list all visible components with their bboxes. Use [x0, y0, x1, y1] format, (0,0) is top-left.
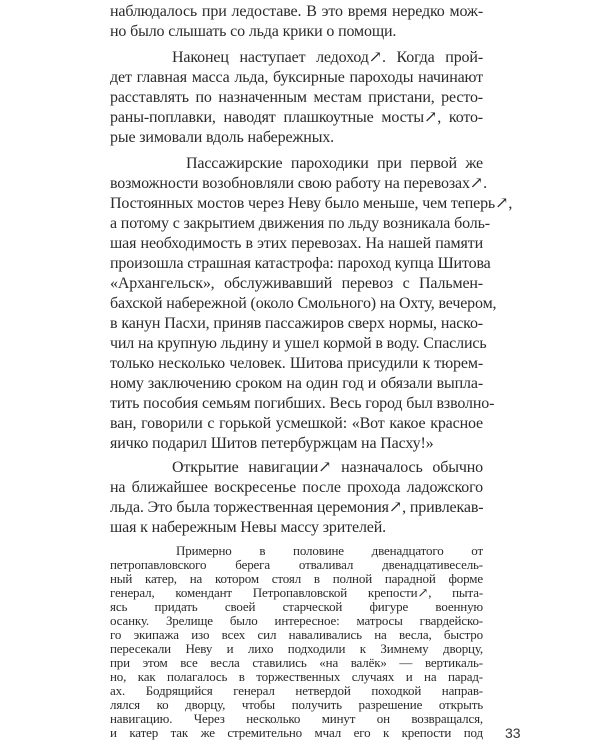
text-line: а потому с закрытием движения по льду возникала боль- — [110, 215, 490, 232]
text-line: шая необходимость в этих перевозах. На нашей памяти — [110, 235, 483, 252]
text-line: произошла страшная катастрофа: пароход купца Шитова — [110, 255, 491, 272]
text-line: ный катер, на котором стоял в полной парадной форме — [110, 571, 483, 586]
text-line: льда. Это была торжественная церемония↗, привлекав- — [110, 499, 484, 516]
text-line: рые зимовали вдоль набережных. — [110, 129, 335, 146]
text-line: лялся ко дворцу, чтобы получить разрешение открыть — [110, 697, 483, 712]
text-line: «Архангельск», обслуживавший перевоз с Пальмен- — [110, 275, 483, 292]
text-line: пересекали Неву и лихо подходили к Зимнему дворцу, — [110, 641, 483, 656]
text-line: наблюдалось при ледоставе. В это время нередко мож- — [110, 3, 483, 20]
text-line: только несколько человек. Шитова присудили к тюрем- — [110, 355, 483, 372]
text-line: в канун Пасхи, приняв пассажиров сверх нормы, наско- — [110, 315, 483, 332]
text-line: ясь придать своей старческой фигуре военную — [110, 599, 483, 614]
text-line: но было слышать со льда крики о помощи. — [110, 23, 397, 40]
text-line: возможности возобновляли свою работу на перевозах↗. — [110, 175, 487, 192]
text-line: на ближайшее воскресенье после прохода ладожского — [110, 479, 483, 496]
text-line: Примерно в половине двенадцатого от — [176, 543, 483, 558]
text-line: при этом все весла ставились «на валёк» — вертикаль- — [110, 655, 483, 670]
text-line: го экипажа изо всех сил наваливались на весла, быстро — [110, 627, 483, 642]
text-line: чил на крупную льдину и ушел кормой в воду. Спаслись — [110, 335, 487, 352]
text-line: ах. Бодрящийся генерал нетвердой походкой направ- — [110, 683, 483, 698]
text-line: раны-поплавки, наводят плашкоутные мосты↗, кото- — [110, 109, 483, 126]
text-line: шая к набережным Невы массу зрителей. — [110, 519, 386, 536]
text-line: дет главная масса льда, буксирные пароходы начинают — [110, 69, 483, 86]
text-line: Открытие навигации↗ назначалось обычно — [172, 459, 483, 476]
text-line: яичко подарил Шитов петербуржцам на Пасху!» — [110, 435, 434, 452]
text-line: ван, говорили с горькой усмешкой: «Вот какое красное — [110, 415, 483, 432]
text-line: тить пособия семьям погибших. Весь город был взволно- — [110, 395, 495, 412]
text-line: расставлять по назначенным местам пристани, ресто- — [110, 89, 483, 106]
text-line: и катер так же стремительно мчал его к крепости под — [110, 725, 483, 740]
text-line: бахской набережной (около Смольного) на Охту, вечером, — [110, 295, 497, 312]
text-line: осанку. Зрелище было интересное: матросы гвардейско- — [110, 613, 483, 628]
text-line: генерал, комендант Петропавловской крепости↗, пыта- — [110, 585, 483, 600]
text-line: Пассажирские пароходики при первой же — [186, 155, 483, 172]
text-line: Наконец наступает ледоход↗. Когда прой- — [172, 49, 483, 66]
text-line: навигацию. Через несколько минут он возвращался, — [110, 711, 483, 726]
text-line: петропавловского берега отваливал двенадцативесель- — [110, 557, 483, 572]
page-number: 33 — [505, 725, 521, 741]
text-line: Постоянных мостов через Неву было меньше, чем теперь↗, — [110, 195, 513, 212]
text-line: ному заключению сроком на один год и обязали выпла- — [110, 375, 483, 392]
text-line: но, как полагалось в торжественных случаях и на парад- — [110, 669, 483, 684]
